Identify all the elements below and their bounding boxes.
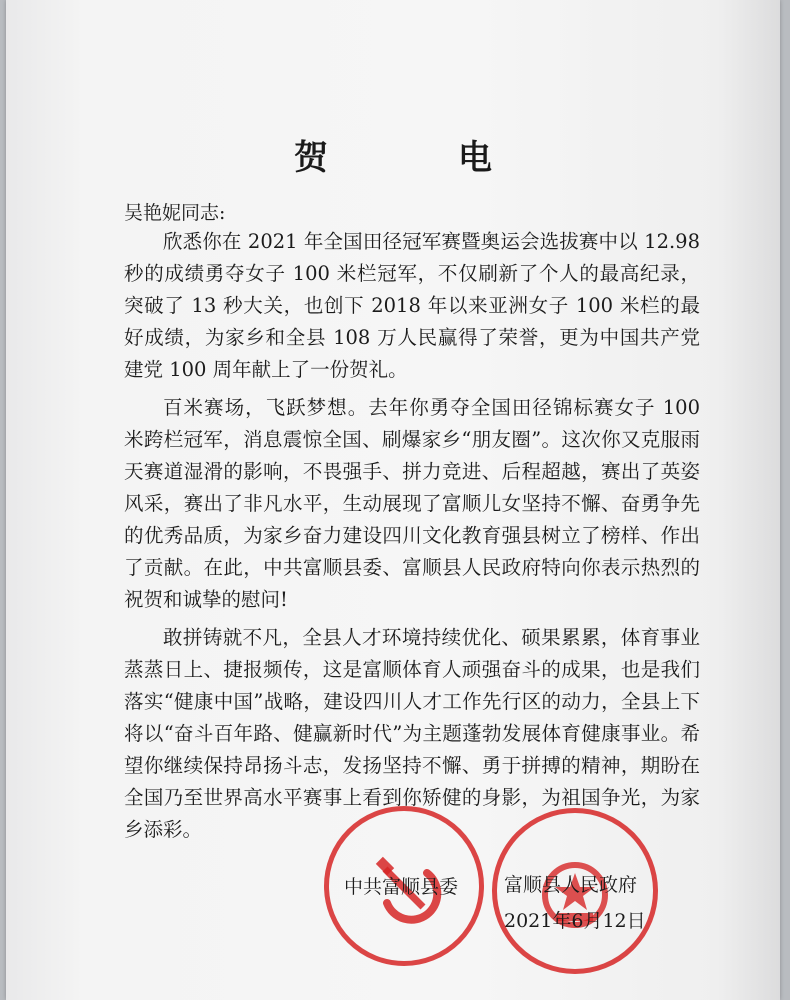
signature-party-committee: 中共富顺县委 [344,876,459,898]
letter-paper [6,0,780,1000]
paragraph-3: 敢拼铸就不凡，全县人才环境持续优化、硕果累累，体育事业蒸蒸日上、捷报频传，这是富顺体育人顽强奋斗的成果，也是我们落实“健康中国”战略，建设四川人才工作先行区的动力，全县上下将以“奋斗百年路、健赢新时代”为主题蓬勃发展体育健康事业。希望你继续保持昂扬斗志，发扬坚持不懈、勇于拼搏的精神，期盼在全国乃至世界高水平赛事上看到你矫健的身影，为祖国争光，为家乡添彩。 [124,626,700,841]
paragraph-2: 百米赛场，飞跃梦想。去年你勇夺全国田径锦标赛女子 100 米跨栏冠军，消息震惊全国、刷爆家乡“朋友圈”。这次你又克服雨天赛道湿滑的影响，不畏强手、拼力竞进、后程超越，赛出了英姿风采，赛出了非凡水平，生动展现了富顺儿女坚持不懈、奋勇争先的优秀品质，为家乡奋力建设四川文化教育强县树立了榜样、作出了贡献。在此，中共富顺县委、富顺县人民政府特向你表示热烈的祝贺和诚挚的慰问! [124,396,700,611]
document-title: 贺 电 [294,138,540,178]
salutation: 吴艳妮同志: [124,202,226,224]
signature-government: 富顺县人民政府 [504,874,638,896]
signature-date: 2021年6月12日 [504,910,646,932]
letter-body [124,226,700,852]
paragraph-1: 欣悉你在 2021 年全国田径冠军赛暨奥运会选拔赛中以 12.98 秒的成绩勇夺女子 100 米栏冠军，不仅刷新了个人的最高纪录，突破了 13 秒大关，也创下 2018 年以来亚洲女子 100 米栏的最好成绩，为家乡和全县 108 万人民赢得了荣誉，更为中国共产党建党 100 周年献上了一份贺礼。 [124,230,700,381]
